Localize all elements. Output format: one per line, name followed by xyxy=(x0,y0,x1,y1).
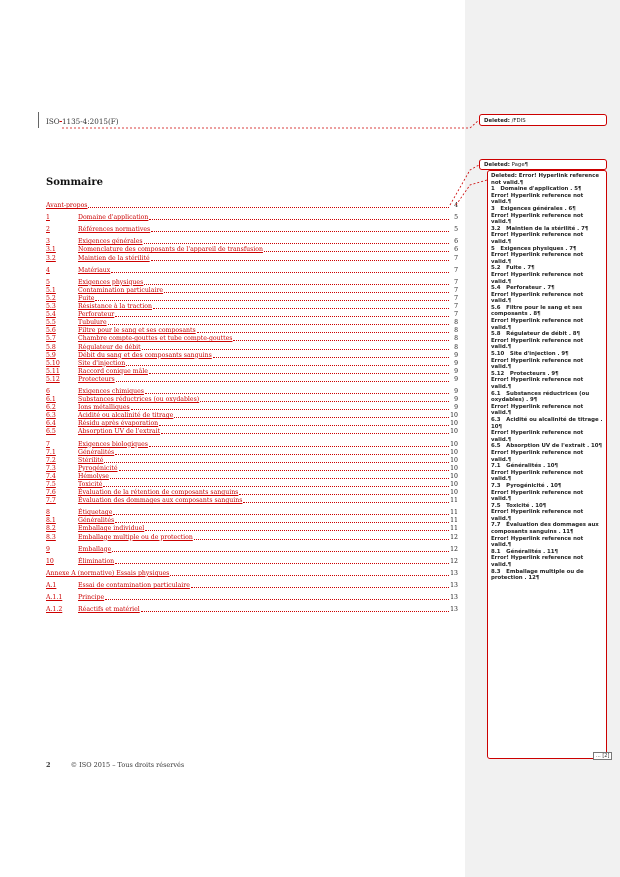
toc-entry-number: 10 xyxy=(46,557,54,565)
toc-entry-number: 6.3 xyxy=(46,412,56,420)
toc-entry-title: Évaluation de la rétention de composants sanguins xyxy=(78,489,239,497)
toc-leader-dots xyxy=(239,494,449,495)
toc-entry-title: Stérilité xyxy=(78,456,104,464)
table-of-contents xyxy=(46,201,458,613)
toc-entry-number: 7.2 xyxy=(46,456,56,464)
toc-leader-dots xyxy=(142,349,449,350)
toc-entry[interactable] xyxy=(46,395,458,403)
toc-entry-page: 9 xyxy=(454,375,458,383)
toc-entry[interactable] xyxy=(46,472,458,480)
toc-entry-title: Tubulure xyxy=(78,319,107,327)
toc-entry-number: 7.4 xyxy=(46,472,56,480)
toc-entry-title: Étiquetage xyxy=(78,509,113,517)
toc-leader-dots xyxy=(164,292,449,293)
toc-entry-number: 5.7 xyxy=(46,335,56,343)
toc-entry-page: 10 xyxy=(450,412,458,420)
toc-entry-page: 4 xyxy=(454,202,458,210)
toc-entry[interactable] xyxy=(46,237,458,245)
toc-entry-title: Raccord conique mâle xyxy=(78,367,148,375)
toc-leader-dots xyxy=(159,425,449,426)
toc-entry-page: 13 xyxy=(450,606,458,614)
toc-leader-dots xyxy=(151,231,449,232)
toc-entry-page: 10 xyxy=(450,481,458,488)
toc-entry-number: 6 xyxy=(46,387,50,395)
toc-entry-page: 12 xyxy=(450,533,458,541)
toc-entry[interactable] xyxy=(46,427,458,435)
copyright-text: © ISO 2015 – Tous droits réservés xyxy=(70,761,185,769)
toc-entry-number: 5.5 xyxy=(46,319,56,327)
toc-entry[interactable] xyxy=(46,605,458,613)
toc-entry[interactable] xyxy=(46,334,458,342)
toc-entry-title: Annexe A (normative) Essais physiques xyxy=(46,569,170,577)
toc-leader-dots xyxy=(151,260,449,261)
toc-entry[interactable] xyxy=(46,403,458,411)
toc-leader-dots xyxy=(131,409,449,410)
toc-entry-title: Emballage xyxy=(78,545,112,553)
toc-leader-dots xyxy=(145,393,449,394)
toc-entry[interactable] xyxy=(46,488,458,496)
toc-leader-dots xyxy=(170,575,449,576)
toc-entry-page: 9 xyxy=(454,387,458,395)
toc-entry-page: 10 xyxy=(450,472,458,480)
comment-balloon-deleted-page[interactable] xyxy=(479,159,607,170)
toc-entry[interactable] xyxy=(46,411,458,419)
toc-entry-page: 12 xyxy=(450,557,458,565)
toc-entry-number: 6.2 xyxy=(46,404,56,412)
toc-entry-title: Emballage individuel xyxy=(78,525,145,533)
toc-entry-title: Nomenclature des composants de l'appareil de transfusion xyxy=(78,246,263,254)
toc-entry-title: Substances réductrices (ou oxydables) xyxy=(78,396,200,404)
toc-entry-page: 11 xyxy=(450,509,458,517)
toc-entry[interactable] xyxy=(46,508,458,516)
toc-leader-dots xyxy=(264,251,449,252)
toc-entry-title: Site d'injection xyxy=(78,359,126,367)
toc-entry[interactable] xyxy=(46,496,458,504)
toc-entry-number: 7 xyxy=(46,440,50,448)
page-footer xyxy=(46,761,184,769)
toc-entry-number: 6.5 xyxy=(46,428,56,436)
toc-leader-dots xyxy=(174,417,449,418)
toc-entry-number: 7.5 xyxy=(46,481,56,488)
more-balloon-link[interactable]: ... [2] xyxy=(593,752,612,760)
toc-leader-dots xyxy=(95,300,449,301)
toc-entry-page: 5 xyxy=(454,214,458,222)
toc-entry-page: 6 xyxy=(454,246,458,254)
toc-entry[interactable] xyxy=(46,557,458,565)
toc-entry-title: Protecteurs xyxy=(78,375,115,383)
toc-entry-number: 7.1 xyxy=(46,448,56,456)
toc-entry-page: 7 xyxy=(454,278,458,286)
toc-entry-page: 10 xyxy=(450,464,458,472)
balloon-label: Deleted: xyxy=(491,173,517,179)
toc-entry-number: 8.2 xyxy=(46,525,56,533)
toc-leader-dots xyxy=(116,381,449,382)
toc-leader-dots xyxy=(243,502,449,503)
toc-entry-title: Fuite xyxy=(78,294,95,302)
toc-entry[interactable] xyxy=(46,302,458,310)
toc-entry-title: Hémolyse xyxy=(78,472,109,480)
toc-entry-number: 5.8 xyxy=(46,343,56,351)
toc-entry-number: 5.3 xyxy=(46,303,56,311)
toc-entry-title: Essai de contamination particulaire xyxy=(78,581,190,589)
toc-entry[interactable] xyxy=(46,532,458,540)
toc-entry-number: 7.3 xyxy=(46,464,56,472)
toc-entry-page: 11 xyxy=(450,497,458,505)
toc-entry-title: Emballage multiple ou de protection xyxy=(78,533,193,541)
comment-balloon-deleted-toc[interactable] xyxy=(487,170,607,759)
toc-leader-dots xyxy=(149,373,449,374)
toc-leader-dots xyxy=(197,332,449,333)
toc-entry-title: Avant-propos xyxy=(46,202,88,210)
toc-entry-page: 11 xyxy=(450,517,458,525)
toc-entry-title: Réactifs et matériel xyxy=(78,606,140,614)
toc-entry-number: 8 xyxy=(46,509,50,517)
toc-entry-page: 9 xyxy=(454,359,458,367)
toc-entry-page: 9 xyxy=(454,404,458,412)
toc-entry-title: Chambre compte-gouttes et tube compte-gouttes xyxy=(78,335,233,343)
toc-entry-page: 10 xyxy=(450,420,458,428)
toc-entry[interactable] xyxy=(46,278,458,286)
toc-leader-dots xyxy=(115,454,449,455)
balloon-text: /FDIS xyxy=(511,118,526,124)
toc-entry-number: 8.1 xyxy=(46,517,56,525)
toc-entry-number: 5.9 xyxy=(46,351,56,359)
toc-entry-number: 5.6 xyxy=(46,327,56,335)
toc-leader-dots xyxy=(149,446,449,447)
toc-entry-page: 13 xyxy=(450,594,458,602)
balloon-label: Deleted: xyxy=(484,118,510,124)
toc-leader-dots xyxy=(104,462,449,463)
toc-entry-title: Élimination xyxy=(78,557,115,565)
toc-entry-number: 5.11 xyxy=(46,367,60,375)
comment-balloon-deleted-fdis[interactable] xyxy=(479,114,607,126)
toc-entry[interactable] xyxy=(46,359,458,367)
toc-entry-number: 5.2 xyxy=(46,294,56,302)
toc-leader-dots xyxy=(233,340,449,341)
toc-entry-page: 12 xyxy=(450,545,458,553)
toc-entry-number: A.1 xyxy=(46,581,57,589)
toc-entry-page: 9 xyxy=(454,351,458,359)
toc-entry-title: Pyrogénicité xyxy=(78,464,118,472)
toc-entry-number: 5.1 xyxy=(46,286,56,294)
toc-entry-page: 10 xyxy=(450,489,458,497)
toc-entry[interactable] xyxy=(46,310,458,318)
toc-leader-dots xyxy=(126,365,449,366)
toc-entry-page: 8 xyxy=(454,327,458,335)
toc-entry-page: 9 xyxy=(454,396,458,404)
toc-entry[interactable] xyxy=(46,456,458,464)
toc-leader-dots xyxy=(115,563,449,564)
toc-entry-title: Matériaux xyxy=(78,266,111,274)
crop-mark xyxy=(38,112,45,128)
toc-leader-dots xyxy=(119,470,449,471)
toc-entry-title: Principe xyxy=(78,594,105,602)
toc-entry-title: Débit du sang et des composants sanguins xyxy=(78,351,212,359)
toc-entry[interactable] xyxy=(46,569,458,577)
toc-entry-page: 11 xyxy=(450,525,458,533)
toc-entry-title: Perforateur xyxy=(78,311,115,319)
toc-leader-dots xyxy=(105,599,449,600)
toc-entry-title: Généralités xyxy=(78,448,115,456)
toc-entry-page: 7 xyxy=(454,254,458,262)
balloon-text: Error! Hyperlink reference not valid.¶ 1 Domaine d'application . 5¶ Error! Hyperlink reference not valid.¶ 3 Exigences générales . 6¶ Error! Hyperlink reference not valid.¶ 3.2 Maintien de la stérilité . 7¶ Error! Hyperlink reference not valid.¶ 5 Exigences physiques . 7¶ Error! Hyperlink reference not valid.¶ 5.2 Fuite . 7¶ Error! Hyperlink reference not valid.¶ 5.4 Perforateur . 7¶ Error! Hyperlink reference not valid.¶ 5.6 Filtre pour le sang et ses composants . 8¶ Error! Hyperlink reference not valid.¶ 5.8 Régulateur de débit . 8¶ Error! Hyperlink reference not valid.¶ 5.10 Site d'injection . 9¶ Error! Hyperlink reference not valid.¶ 5.12 Protecteurs . 9¶ Error! Hyperlink reference not valid.¶ 6.1 Substances réductrices (ou oxydables) . 9¶ Error! Hyperlink reference not valid.¶ 6.3 Acidité ou alcalinité de titrage . 10¶ Error! Hyperlink reference not valid.¶ 6.5 Absorption UV de l'extrait . 10¶ Error! Hyperlink reference not valid.¶ 7.1 Généralités . 10¶ Error! Hyperlink reference not valid.¶ 7.3 Pyrogénicité . 10¶ Error! Hyperlink reference not valid.¶ 7.5 Toxicité . 10¶ Error! Hyperlink reference not valid.¶ 7.7 Évaluation des dommages aux composants sanguins . 11¶ Error! Hyperlink reference not valid.¶ 8.1 Généralités . 11¶ Error! Hyperlink reference not valid.¶ 8.3 Emballage multiple ou de protection . 12¶ xyxy=(491,173,603,582)
toc-leader-dots xyxy=(191,587,449,588)
toc-entry-page: 7 xyxy=(454,303,458,311)
toc-entry-page: 7 xyxy=(454,286,458,294)
balloon-text: Page¶ xyxy=(511,162,529,168)
toc-entry-number: 3.2 xyxy=(46,254,56,262)
toc-entry[interactable] xyxy=(46,294,458,302)
toc-leader-dots xyxy=(112,551,449,552)
toc-entry-title: Exigences physiques xyxy=(78,278,144,286)
toc-entry[interactable] xyxy=(46,342,458,350)
toc-entry-number: 7.7 xyxy=(46,497,56,505)
toc-entry-title: Généralités xyxy=(78,517,115,525)
toc-leader-dots xyxy=(213,357,449,358)
toc-entry-page: 13 xyxy=(450,581,458,589)
toc-entry[interactable] xyxy=(46,516,458,524)
toc-entry[interactable] xyxy=(46,464,458,472)
toc-leader-dots xyxy=(200,401,449,402)
toc-entry-title: Exigences biologiques xyxy=(78,440,148,448)
toc-entry-title: Résistance à la traction xyxy=(78,303,152,311)
page-title: Sommaire xyxy=(46,177,103,188)
toc-entry-title: Exigences générales xyxy=(78,238,143,246)
toc-entry-page: 8 xyxy=(454,335,458,343)
toc-entry-page: 8 xyxy=(454,343,458,351)
toc-entry-title: Filtre pour le sang et ses composants xyxy=(78,327,196,335)
toc-leader-dots xyxy=(145,530,449,531)
toc-entry-title: Acidité ou alcalinité de titrage xyxy=(78,412,174,420)
toc-entry-page: 9 xyxy=(454,367,458,375)
toc-entry[interactable] xyxy=(46,318,458,326)
toc-entry[interactable] xyxy=(46,201,458,209)
toc-entry-page: 10 xyxy=(450,428,458,436)
toc-entry-number: 2 xyxy=(46,226,50,234)
toc-entry[interactable] xyxy=(46,480,458,488)
toc-entry[interactable] xyxy=(46,524,458,532)
toc-entry-number: 7.6 xyxy=(46,489,56,497)
toc-leader-dots xyxy=(153,308,449,309)
toc-entry-title: Absorption UV de l'extrait xyxy=(78,428,161,436)
toc-entry-page: 5 xyxy=(454,226,458,234)
page-number: 2 xyxy=(46,761,51,769)
toc-entry-title: Résidu après évaporation xyxy=(78,420,159,428)
toc-entry[interactable] xyxy=(46,213,458,221)
toc-leader-dots xyxy=(88,207,449,208)
toc-entry-page: 13 xyxy=(450,569,458,577)
toc-leader-dots xyxy=(149,219,449,220)
toc-entry[interactable] xyxy=(46,326,458,334)
toc-entry-title: Évaluation des dommages aux composants sanguins xyxy=(78,497,243,505)
toc-leader-dots xyxy=(141,611,449,612)
toc-entry[interactable] xyxy=(46,593,458,601)
toc-entry[interactable] xyxy=(46,225,458,233)
toc-entry[interactable] xyxy=(46,286,458,294)
toc-entry-number: 3.1 xyxy=(46,246,56,254)
toc-entry-title: Contamination particulaire xyxy=(78,286,164,294)
toc-entry-number: 4 xyxy=(46,266,50,274)
toc-entry[interactable] xyxy=(46,367,458,375)
toc-entry-number: 8.3 xyxy=(46,533,56,541)
toc-leader-dots xyxy=(103,486,449,487)
toc-leader-dots xyxy=(194,539,449,540)
header-standard: 1135-4:2015(F) xyxy=(61,117,119,126)
page-header xyxy=(46,117,119,126)
toc-entry[interactable] xyxy=(46,245,458,253)
toc-entry[interactable] xyxy=(46,253,458,261)
toc-entry[interactable] xyxy=(46,387,458,395)
toc-entry[interactable] xyxy=(46,448,458,456)
toc-entry-number: A.1.1 xyxy=(46,594,63,602)
toc-entry-number: 9 xyxy=(46,545,50,553)
toc-leader-dots xyxy=(161,433,449,434)
toc-entry-page: 7 xyxy=(454,294,458,302)
toc-entry-title: Régulateur de débit xyxy=(78,343,141,351)
toc-entry-number: 3 xyxy=(46,238,50,246)
toc-entry[interactable] xyxy=(46,581,458,589)
toc-entry-number: 6.1 xyxy=(46,396,56,404)
toc-leader-dots xyxy=(108,324,449,325)
header-prefix: ISO xyxy=(46,117,60,126)
toc-entry-page: 10 xyxy=(450,448,458,456)
toc-entry-title: Maintien de la stérilité xyxy=(78,254,150,262)
toc-entry-title: Ions métalliques xyxy=(78,404,130,412)
balloon-label: Deleted: xyxy=(484,162,510,168)
toc-entry-page: 8 xyxy=(454,319,458,327)
toc-leader-dots xyxy=(115,522,449,523)
toc-entry[interactable] xyxy=(46,266,458,274)
toc-entry-page: 7 xyxy=(454,266,458,274)
toc-entry-number: 6.4 xyxy=(46,420,56,428)
toc-entry-title: Exigences chimiques xyxy=(78,387,144,395)
toc-entry[interactable] xyxy=(46,439,458,447)
toc-entry-number: 1 xyxy=(46,214,50,222)
toc-entry-page: 10 xyxy=(450,456,458,464)
toc-leader-dots xyxy=(115,316,449,317)
toc-entry-number: 5.4 xyxy=(46,311,56,319)
toc-entry-title: Toxicité xyxy=(78,481,103,488)
toc-entry-page: 7 xyxy=(454,311,458,319)
toc-entry-number: 5 xyxy=(46,278,50,286)
toc-entry-number: 5.12 xyxy=(46,375,60,383)
toc-entry[interactable] xyxy=(46,419,458,427)
toc-leader-dots xyxy=(111,272,449,273)
toc-entry[interactable] xyxy=(46,351,458,359)
toc-entry-number: A.1.2 xyxy=(46,606,63,614)
toc-entry[interactable] xyxy=(46,545,458,553)
toc-entry-page: 10 xyxy=(450,440,458,448)
toc-leader-dots xyxy=(110,478,449,479)
toc-entry-page: 6 xyxy=(454,238,458,246)
toc-entry-title: Références normatives xyxy=(78,226,151,234)
toc-leader-dots xyxy=(113,514,449,515)
toc-entry-number: 5.10 xyxy=(46,359,60,367)
toc-entry[interactable] xyxy=(46,375,458,383)
toc-entry-title: Domaine d'application xyxy=(78,214,149,222)
toc-leader-dots xyxy=(144,284,449,285)
toc-leader-dots xyxy=(144,243,449,244)
